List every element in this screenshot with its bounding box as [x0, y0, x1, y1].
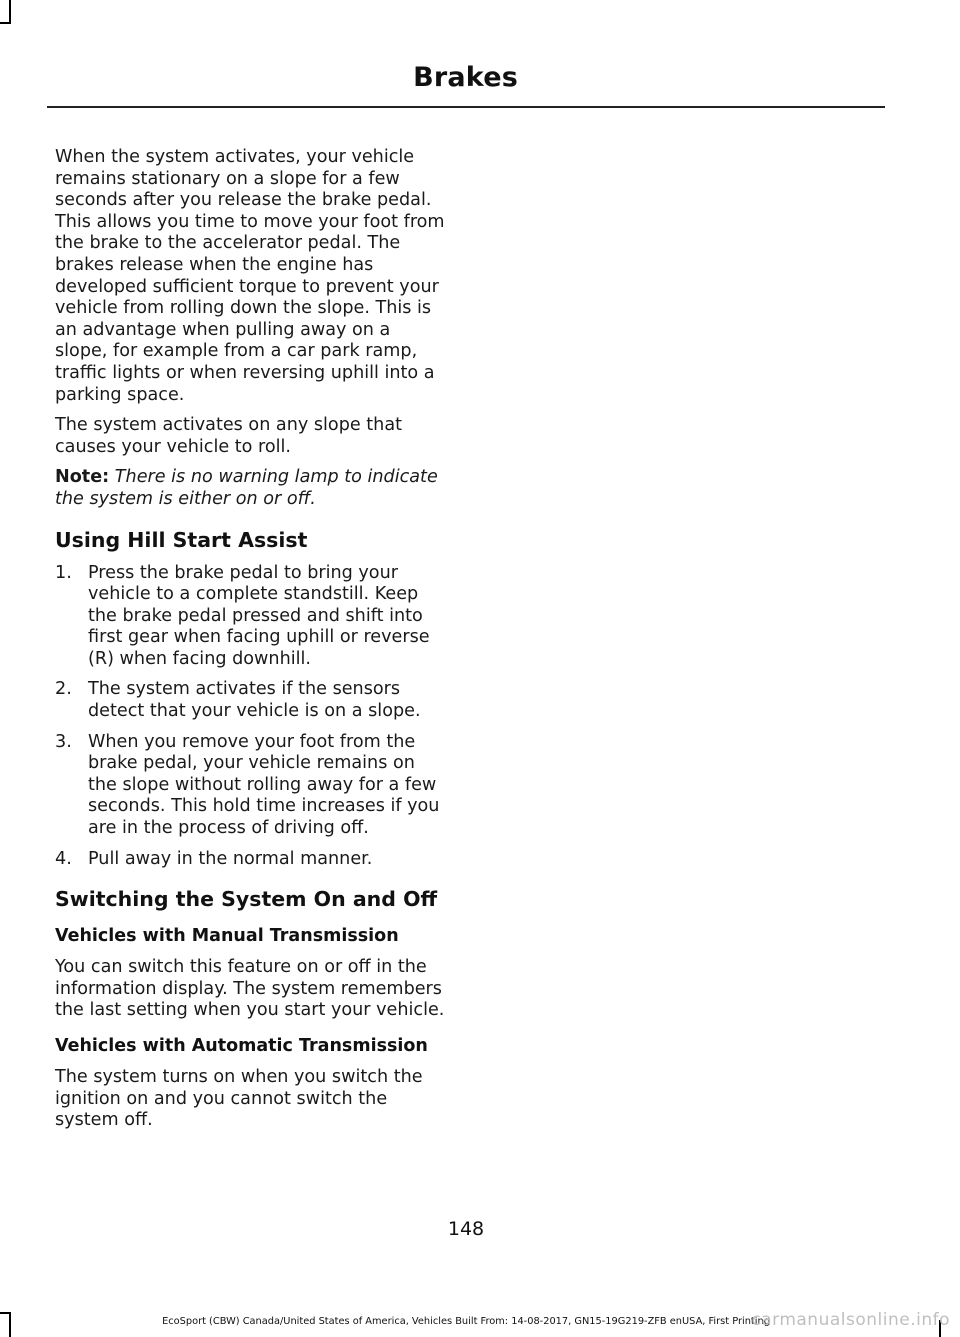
- crop-mark-bottom-left-horizontal: [0, 1312, 11, 1314]
- section-heading-switching-on-off: Switching the System On and Off: [55, 887, 438, 912]
- step-text: The system activates if the sensors detect that your vehicle is on a slope.: [88, 679, 421, 722]
- subheading-manual-transmission: Vehicles with Manual Transmission: [55, 926, 399, 947]
- note-text: There is no warning lamp to indicate the system is either on or off.: [55, 467, 438, 509]
- slope-paragraph: The system activates on any slope that causes your vehicle to roll.: [55, 415, 403, 457]
- list-item: [55, 563, 447, 671]
- step-text: Pull away in the normal manner.: [88, 848, 373, 869]
- intro-paragraph: When the system activates, your vehicle remains stationary on a slope for a few seconds after you release the brake pedal. This allows you time to move your foot from the brake to the accelerator pedal. The brakes release when the engine has developed sufficient torque to prevent your vehicle from rolling down the slope. This is an advantage when pulling away on a slope, for example from a car park ramp, traffic lights or when reversing uphill into a parking space.: [55, 147, 445, 405]
- header-divider: [47, 106, 885, 108]
- page-number: 148: [447, 1218, 485, 1240]
- list-item: [55, 732, 447, 840]
- step-number: 2.: [55, 679, 72, 700]
- step-number: 3.: [55, 731, 72, 752]
- step-number: 1.: [55, 562, 72, 583]
- note-paragraph: [55, 467, 447, 510]
- step-text: Press the brake pedal to bring your vehicle to a complete standstill. Keep the brake pedal pressed and shift into first gear when facing uphill or reverse (R) when facing downhill.: [88, 562, 430, 669]
- step-number: 4.: [55, 848, 72, 869]
- subheading-automatic-transmission: Vehicles with Automatic Transmission: [55, 1036, 428, 1056]
- section-heading-using-hill-start-assist: Using Hill Start Assist: [55, 527, 308, 552]
- note-label: Note:: [55, 467, 110, 488]
- manual-transmission-paragraph: You can switch this feature on or off in the information display. The system remembers the last setting when you start your vehicle.: [55, 957, 445, 1021]
- watermark-text: carmanualsonline.info: [751, 1310, 950, 1330]
- main-content-column: [55, 147, 447, 1141]
- automatic-transmission-paragraph: The system turns on when you switch the ignition on and you cannot switch the system off.: [55, 1067, 423, 1131]
- crop-mark-top-left-horizontal: [0, 22, 11, 24]
- list-item: [55, 849, 447, 871]
- publication-footer: EcoSport (CBW) Canada/United States of America, Vehicles Built From: 14-08-2017, GN15-19G219-ZFB enUSA, First Printing: [162, 1316, 770, 1327]
- step-text: When you remove your foot from the brake pedal, your vehicle remains on the slope without rolling away for a few seconds. This hold time increases if you are in the process of driving off.: [88, 731, 440, 839]
- steps-list: [55, 563, 447, 871]
- page-header-title: Brakes: [413, 62, 518, 93]
- list-item: [55, 679, 447, 722]
- crop-mark-top-left-vertical: [9, 0, 11, 24]
